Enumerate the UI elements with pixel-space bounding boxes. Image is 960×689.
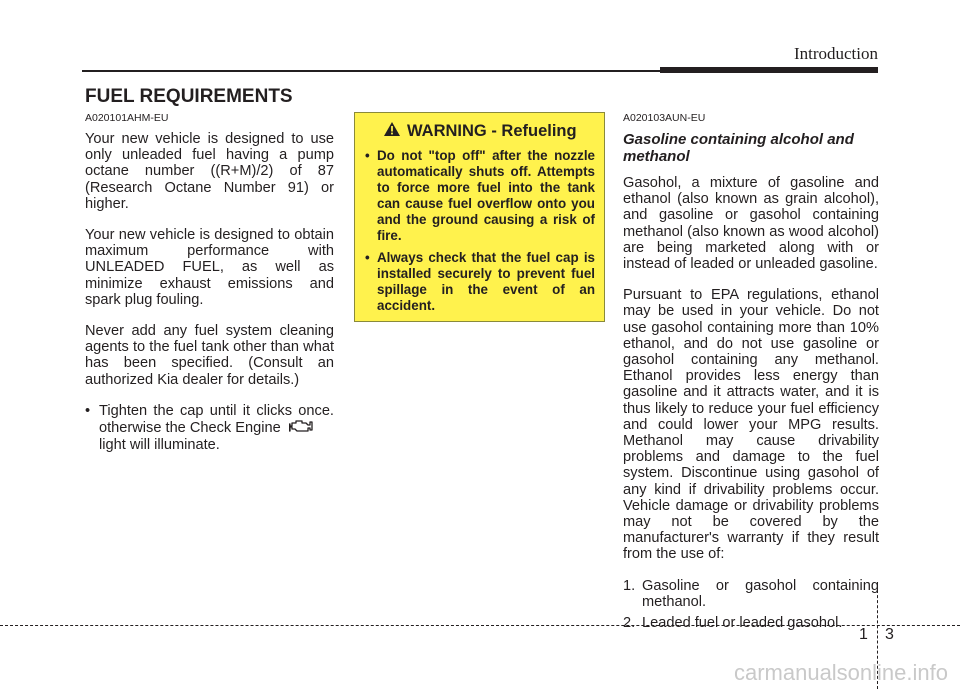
check-engine-icon <box>289 419 313 437</box>
page-title: FUEL REQUIREMENTS <box>85 86 293 107</box>
paragraph-unleaded: Your new vehicle is designed to obtain maximum performance with UNLEADED FUEL, as well as minimize exhaust emissions and spark plug fouling. <box>85 227 334 308</box>
left-column <box>85 112 334 453</box>
header-section-title: Introduction <box>793 44 878 63</box>
reference-code: A020101AHM-EU <box>85 112 169 124</box>
bullet-mark: • <box>85 402 91 419</box>
warning-box <box>354 112 605 322</box>
bullet-mark: • <box>365 250 370 265</box>
warning-header <box>383 121 595 142</box>
bullet-text: Tighten the cap until it clicks once. otherwise the Check Engine <box>99 402 334 437</box>
chapter-number: 1 <box>859 626 868 643</box>
warning-item-text: Always check that the fuel cap is installed securely to prevent fuel spillage in the event of an accident. <box>377 250 595 313</box>
list-item <box>623 615 879 631</box>
paragraph-epa: Pursuant to EPA regulations, ethanol may be used in your vehicle. Do not use gasohol containing more than 10% ethanol, and do not use gasoline or gasohol containing any methanol. Ethanol provides less energy than gasoline and it attracts water, and it is thus likely to reduce your fuel efficiency and could lower your MPG results. Methanol may cause drivability problems and damage to the fuel system. Discontinue using gasohol of any kind if drivability problems occur. Vehicle damage or drivability problems may not be covered by the manufacturer's warranty if they result from the use of: <box>623 287 879 563</box>
reference-code: A020103AUN-EU <box>623 112 706 124</box>
right-column <box>623 112 879 636</box>
list-number: 2. <box>623 615 636 632</box>
warning-item-text: Do not "top off" after the nozzle automatically shuts off. Attempts to force more fuel into the tank can cause fuel overflow onto you and the ground causing a risk of fire. <box>377 148 595 243</box>
list-item-text: Gasoline or gasohol containing methanol. <box>642 577 879 610</box>
warning-title: WARNING - Refueling <box>407 122 577 140</box>
watermark: carmanualsonline.info <box>733 660 948 685</box>
warning-item <box>365 250 595 314</box>
header-rule-bold <box>660 67 878 73</box>
header-rule <box>82 70 660 72</box>
list-item <box>85 403 334 454</box>
page-number: 3 <box>885 626 894 643</box>
list-number: 1. <box>623 577 636 594</box>
warning-triangle-icon <box>383 121 401 142</box>
list-item-text: Leaded fuel or leaded gasohol. <box>642 615 843 632</box>
list-item <box>623 578 879 610</box>
bullet-mark: • <box>365 148 370 163</box>
subheading: Gasoline containing alcohol and methanol <box>623 131 854 165</box>
bullet-tail-text: light will illuminate. <box>99 437 220 454</box>
warning-item <box>365 148 595 244</box>
footer-divider <box>0 625 960 626</box>
paragraph-cleaning-agents: Never add any fuel system cleaning agents to the fuel tank other than what has been specified. (Consult an authorized Kia dealer for details.) <box>85 323 334 388</box>
paragraph-gasohol: Gasohol, a mixture of gasoline and ethanol (also known as grain alcohol), and gasoline or gasohol containing methanol (also known as wood alcohol) are being marketed along with or instead of leaded or unleaded gasoline. <box>623 175 879 273</box>
paragraph-octane: Your new vehicle is designed to use only unleaded fuel having a pump octane number ((R+M)/2) of 87 (Research Octane Number 91) or higher. <box>85 131 334 212</box>
list-item-text <box>99 403 334 454</box>
